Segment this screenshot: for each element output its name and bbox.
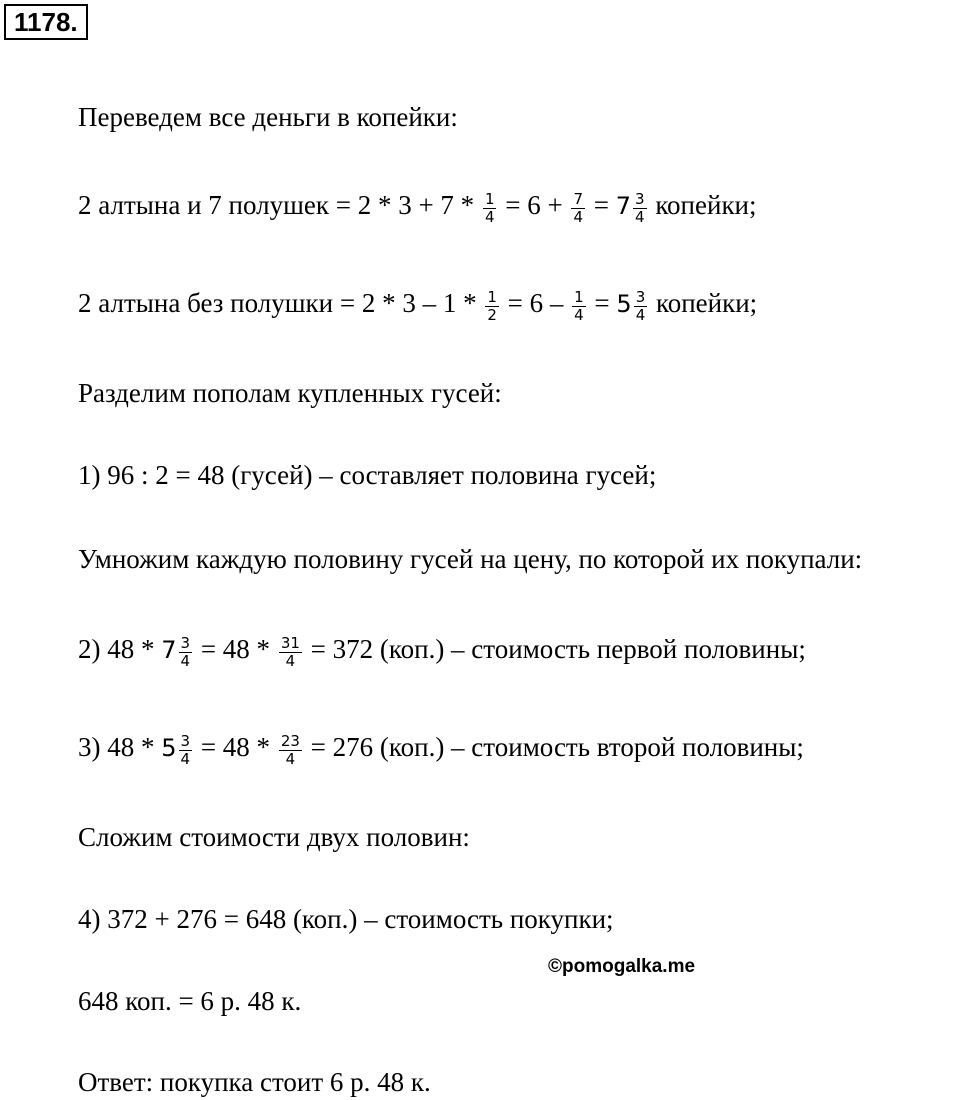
equation-1-lhs: 2 алтына и 7 полушек = 2 * 3 + 7 * (78, 190, 481, 220)
mixed-whole: 7 (161, 636, 177, 664)
fraction-twenty-three-quarters: $\frac{23}{4}$ (280, 732, 300, 769)
fraction-one-quarter: $\frac{1}{4}$ (484, 190, 495, 227)
step-3-lhs: 3) 48 * (78, 732, 162, 762)
equation-2-lhs: 2 алтына без полушки = 2 * 3 – 1 * (78, 288, 484, 318)
answer-text: Ответ: покупка стоит 6 р. 48 к. (78, 1067, 431, 1097)
step-4: 4) 372 + 276 = 648 (коп.) – стоимость покупки; (78, 904, 614, 934)
equation-2-mid1: = 6 – (500, 288, 571, 318)
equation-1-tail: копейки; (648, 190, 757, 220)
equation-2-mid2: = (587, 288, 617, 318)
sum-intro-text: Сложим стоимости двух половин: (78, 822, 470, 852)
problem-number: 1178. (4, 4, 88, 40)
mixed-whole: 7 (615, 192, 632, 220)
step-2-lhs: 2) 48 * (78, 634, 162, 664)
step-2 (78, 633, 806, 669)
step-3-mid: = 48 * (194, 732, 277, 762)
step-2-mid: = 48 * (194, 634, 277, 664)
fraction-thirty-one-quarters: $\frac{31}{4}$ (280, 634, 300, 671)
fraction-three-quarters: $\frac{3}{4}$ (180, 634, 191, 671)
fraction-three-quarters: $\frac{3}{4}$ (180, 732, 191, 769)
mixed-whole: 5 (161, 734, 177, 762)
mixed-whole: 5 (616, 290, 632, 318)
equation-2 (78, 287, 757, 323)
fraction-one-half: $\frac{1}{2}$ (487, 288, 497, 325)
step-3-tail: = 276 (коп.) – стоимость второй половины; (303, 732, 804, 762)
equation-1 (78, 189, 757, 225)
multiply-intro-text: Умножим каждую половину гусей на цену, по которой их покупали: (78, 544, 863, 574)
conversion-text: 648 коп. = 6 р. 48 к. (78, 986, 302, 1016)
fraction-three-quarters: $\frac{3}{4}$ (635, 288, 646, 325)
intro-text: Переведем все деньги в копейки: (78, 102, 458, 132)
fraction-seven-quarters: $\frac{7}{4}$ (573, 190, 583, 227)
step-2-tail: = 372 (коп.) – стоимость первой половины; (303, 634, 806, 664)
equation-1-mid1: = 6 + (498, 190, 570, 220)
step-3 (78, 731, 804, 767)
fraction-three-quarters: $\frac{3}{4}$ (635, 190, 645, 227)
fraction-one-quarter: $\frac{1}{4}$ (574, 288, 584, 325)
equation-2-tail: копейки; (649, 288, 758, 318)
half-intro-text: Разделим пополам купленных гусей: (78, 378, 502, 408)
watermark: ©pomogalka.me (548, 956, 696, 977)
equation-1-mid2: = (587, 190, 616, 220)
step-1: 1) 96 : 2 = 48 (гусей) – составляет половина гусей; (78, 460, 657, 490)
